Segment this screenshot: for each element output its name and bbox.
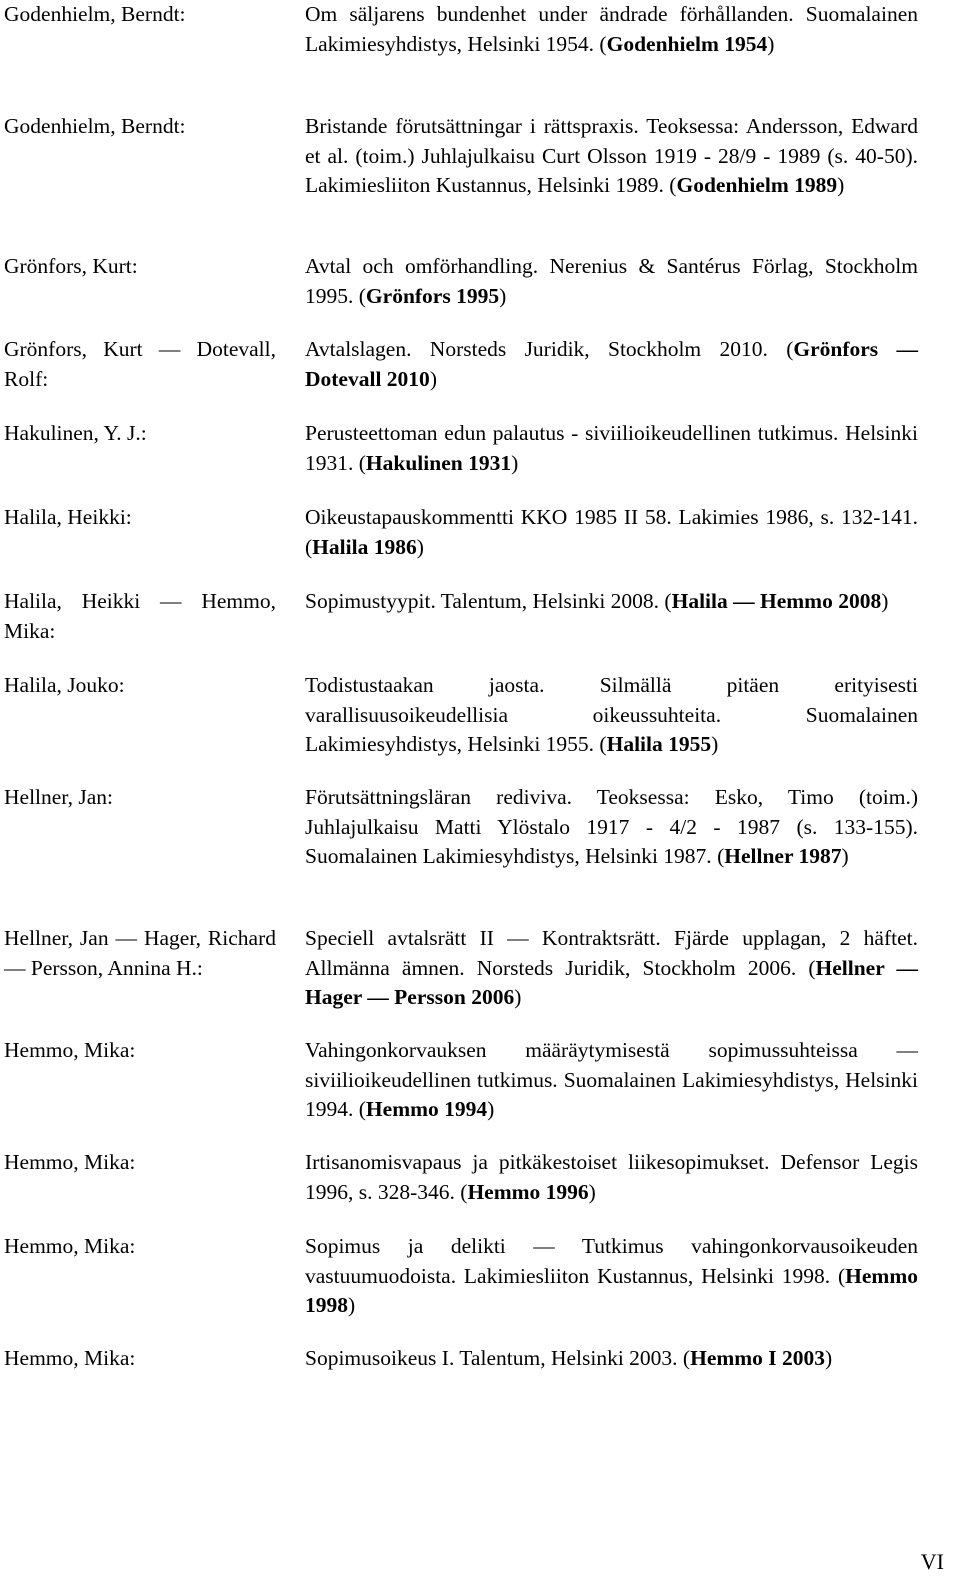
entry-citation-key: Hemmo 1994 <box>365 1097 488 1122</box>
entry-text: Bristande förutsättningar i rättspraxis. Teoksessa: Andersson, Edward et al. (toim.) Juhlajulkaisu Curt Olsson 1919 - 28/9 - 1989 (s. 40-50). Lakimiesliiton Kustannus, Helsinki 1989. <box>305 114 918 198</box>
entry-citation-key: Hellner 1987 <box>724 844 842 869</box>
entry-citation-key: Grönfors ― Dotevall 2010 <box>305 337 918 391</box>
entry-citation-key: Halila ― Hemmo 2008 <box>671 589 882 613</box>
entry-reference: Sopimus ja delikti ― Tutkimus vahingonkorvausoikeuden vastuumuodoista. Lakimiesliiton Kustannus, Helsinki 1998. (Hemmo 1998) <box>305 1234 918 1318</box>
entry-text: Avtalslagen. Norsteds Juridik, Stockholm 2010. <box>305 337 787 361</box>
entry-text: Speciell avtalsrätt II ― Kontraktsrätt. Fjärde upplagan, 2 häftet. Allmänna ämnen. Norsteds Juridik, Stockholm 2006. <box>305 926 918 980</box>
entry-reference: Speciell avtalsrätt II ― Kontraktsrätt. Fjärde upplagan, 2 häftet. Allmänna ämnen. Norsteds Juridik, Stockholm 2006. (Hellner ― Hager ― Persson 2006) <box>305 926 918 1010</box>
entry-text: Förutsättningsläran rediviva. Teoksessa: Esko, Timo (toim.) Juhlajulkaisu Matti Ylöstalo 1917 - 4/2 - 1987 (s. 133-155). Suomalainen Lakimiesyhdistys, Helsinki 1987. <box>305 785 918 869</box>
entry-citation-key: Godenhielm 1989 <box>676 173 838 198</box>
entry-author: Hellner, Jan ― Hager, Richard ― Persson, Annina H.: <box>4 926 276 980</box>
entry-citation-key: Halila 1986 <box>312 534 417 559</box>
entry-reference: Todistustaakan jaosta. Silmällä pitäen erityisesti varallisuusoikeudellisia oikeussuhteita. Suomalainen Lakimiesyhdistys, Helsinki 1955. (Halila 1955) <box>305 673 918 757</box>
entry-reference: Irtisanomisvapaus ja pitkäkestoiset liikesopimukset. Defensor Legis 1996, s. 328-346. (Hemmo 1996) <box>305 1150 918 1204</box>
entry-citation-key: Hakulinen 1931 <box>365 450 512 475</box>
entry-author: Hellner, Jan: <box>4 785 113 809</box>
entry-reference: Bristande förutsättningar i rättspraxis. Teoksessa: Andersson, Edward et al. (toim.) Juhlajulkaisu Curt Olsson 1919 - 28/9 - 1989 (s. 40-50). Lakimiesliiton Kustannus, Helsinki 1989. (Godenhielm 1989) <box>305 114 918 198</box>
entry-author: Hemmo, Mika: <box>4 1038 136 1062</box>
entry-reference: Sopimustyypit. Talentum, Helsinki 2008. (Halila ― Hemmo 2008) <box>305 589 889 613</box>
entry-text: Sopimusoikeus I. Talentum, Helsinki 2003. <box>305 1346 683 1370</box>
entry-citation-key: Hemmo 1998 <box>305 1263 918 1318</box>
entry-text: Oikeustapauskommentti KKO 1985 II 58. Lakimies 1986, s. 132-141. <box>305 505 918 529</box>
entry-author: Hakulinen, Y. J.: <box>4 421 147 445</box>
entry-citation-key: Hemmo I 2003 <box>690 1346 826 1370</box>
entry-reference: Vahingonkorvauksen määräytymisestä sopimussuhteissa ― siviilioikeudellinen tutkimus. Suomalainen Lakimiesyhdistys, Helsinki 1994. (Hemmo 1994) <box>305 1038 918 1122</box>
entry-reference: Avtal och omförhandling. Nerenius & Santérus Förlag, Stockholm 1995. (Grönfors 1995) <box>305 254 918 308</box>
entry-citation-key: Grönfors 1995 <box>365 283 500 308</box>
entry-text: Irtisanomisvapaus ja pitkäkestoiset liikesopimukset. Defensor Legis 1996, s. 328-346. <box>305 1150 918 1204</box>
entry-reference: Om säljarens bundenhet under ändrade förhållanden. Suomalainen Lakimiesyhdistys, Helsinki 1954. (Godenhielm 1954) <box>305 2 918 56</box>
entry-reference: Förutsättningsläran rediviva. Teoksessa: Esko, Timo (toim.) Juhlajulkaisu Matti Ylöstalo 1917 - 4/2 - 1987 (s. 133-155). Suomalainen Lakimiesyhdistys, Helsinki 1987. (Hellner 1987) <box>305 785 918 869</box>
entry-citation-key: Godenhielm 1954 <box>606 31 768 56</box>
entry-reference: Perusteettoman edun palautus - siviilioikeudellinen tutkimus. Helsinki 1931. (Hakulinen 1931) <box>305 421 918 475</box>
entry-text: Perusteettoman edun palautus - siviilioikeudellinen tutkimus. Helsinki 1931. <box>305 421 918 475</box>
entry-author: Halila, Jouko: <box>4 673 125 697</box>
entry-author: Hemmo, Mika: <box>4 1346 136 1370</box>
entry-citation-key: Hemmo 1996 <box>467 1179 589 1204</box>
entry-author: Godenhielm, Berndt: <box>4 114 186 138</box>
entry-text: Om säljarens bundenhet under ändrade förhållanden. Suomalainen Lakimiesyhdistys, Helsinki 1954. <box>305 2 918 56</box>
entry-reference: Oikeustapauskommentti KKO 1985 II 58. Lakimies 1986, s. 132-141. (Halila 1986) <box>305 505 918 559</box>
entry-author: Halila, Heikki: <box>4 505 132 529</box>
entry-text: Todistustaakan jaosta. Silmällä pitäen erityisesti varallisuusoikeudellisia oikeussuhteita. Suomalainen Lakimiesyhdistys, Helsinki 1955. <box>305 673 918 757</box>
entry-author: Grönfors, Kurt ― Dotevall, Rolf: <box>4 337 276 391</box>
page-number: VI <box>920 1549 944 1574</box>
entry-reference: Avtalslagen. Norsteds Juridik, Stockholm 2010. (Grönfors ― Dotevall 2010) <box>305 337 918 391</box>
entry-text: Vahingonkorvauksen määräytymisestä sopimussuhteissa ― siviilioikeudellinen tutkimus. Suomalainen Lakimiesyhdistys, Helsinki 1994. <box>305 1038 918 1122</box>
entry-author: Hemmo, Mika: <box>4 1150 136 1174</box>
entry-author: Halila, Heikki ― Hemmo, Mika: <box>4 589 276 643</box>
entry-text: Sopimustyypit. Talentum, Helsinki 2008. <box>305 589 665 613</box>
entry-author: Hemmo, Mika: <box>4 1234 136 1258</box>
entry-author: Grönfors, Kurt: <box>4 254 138 278</box>
entry-text: Avtal och omförhandling. Nerenius & Santérus Förlag, Stockholm 1995. <box>305 254 918 308</box>
entry-text: Sopimus ja delikti ― Tutkimus vahingonkorvausoikeuden vastuumuodoista. Lakimiesliiton Kustannus, Helsinki 1998. <box>305 1234 918 1288</box>
entry-citation-key: Halila 1955 <box>606 732 712 757</box>
entry-citation-key: Hellner ― Hager ― Persson 2006 <box>305 955 918 1010</box>
entry-author: Godenhielm, Berndt: <box>4 2 186 26</box>
entry-reference: Sopimusoikeus I. Talentum, Helsinki 2003. (Hemmo I 2003) <box>305 1346 833 1370</box>
